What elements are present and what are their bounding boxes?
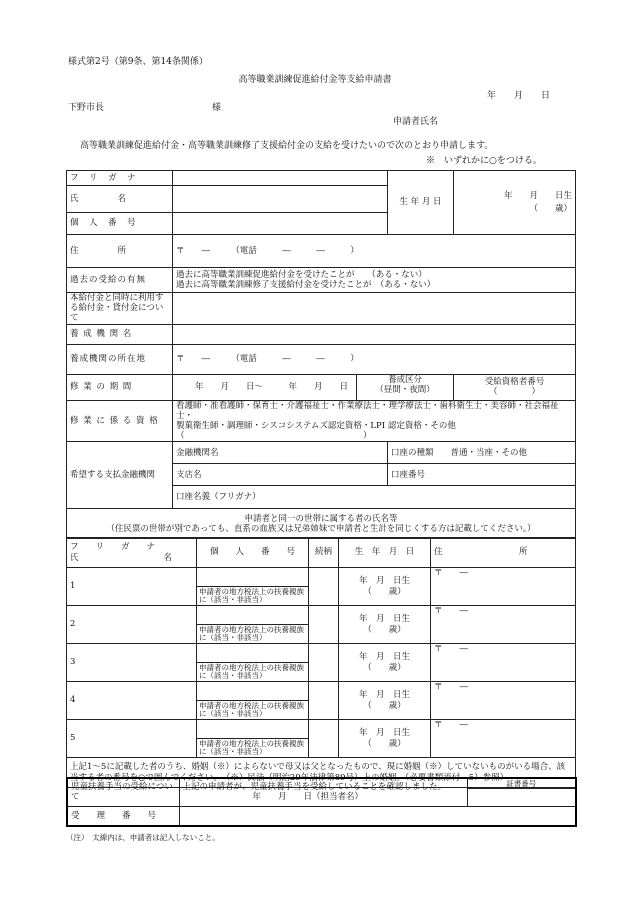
member-relation-1[interactable] [309, 568, 339, 606]
member-birth-date-5: 年 月 日生 [358, 728, 410, 739]
qualification-line-2: 製菓衛生師・調理師・シスコシステムズ認定資格・LPI 認定資格・その他 [176, 420, 456, 431]
member-mynumber-2[interactable] [197, 606, 309, 644]
qualification-number-label: 受給資格者番号 [484, 376, 545, 387]
qualification-number-value: （ ） [488, 387, 540, 398]
application-table [66, 170, 576, 539]
member-address-4[interactable]: 〒 ― [431, 682, 576, 720]
receipt-number-field[interactable] [179, 806, 576, 826]
branch-field[interactable]: 支店名 [173, 464, 388, 486]
household-title: 申請者と同一の世帯に属する者の氏名等 [244, 513, 398, 524]
qualification-number-cell[interactable] [454, 374, 576, 400]
member-birth-date-1: 年 月 日生 [358, 576, 410, 587]
qualification-label: 修 業 に 係 る 資 格 [67, 400, 173, 442]
member-birth-date-2: 年 月 日生 [358, 614, 410, 625]
study-period-cell [173, 374, 454, 400]
member-relation-4[interactable] [309, 682, 339, 720]
member-dependent-3: 申請者の地方税法上の扶養親族に（該当・非該当） [197, 662, 308, 682]
member-address-5[interactable]: 〒 ― [431, 720, 576, 758]
address-field[interactable]: 〒 ― （電話 ― ― ） [173, 235, 576, 268]
past-receipt-line-1: 過去に高等職業訓練促進給付金を受けたことが （ある・ない） [176, 269, 427, 280]
qualification-line-3: （ ） [176, 431, 372, 442]
member-birth-date-3: 年 月 日生 [358, 652, 410, 663]
qualification-field[interactable] [173, 400, 576, 442]
member-mynumber-1[interactable] [197, 568, 309, 606]
school-address-label: 養成機関の所在地 [67, 344, 173, 374]
concurrent-benefit-label: 本給付金と同時に利用する給付金・貸付金について [67, 293, 173, 325]
member-relation-3[interactable] [309, 644, 339, 682]
past-receipt-label: 過去の受給の有無 [67, 268, 173, 293]
member-birth-4[interactable] [339, 682, 431, 720]
member-dependent-1: 申請者の地方税法上の扶養親族に（該当・非該当） [197, 586, 308, 606]
furigana-field[interactable] [173, 171, 388, 186]
cert-number-label: 証書番号 [468, 779, 576, 789]
member-mynumber-4[interactable] [197, 682, 309, 720]
member-name-2[interactable]: 2 [67, 606, 197, 644]
form-number: 様式第2号（第9条、第14条関係） [68, 57, 208, 67]
member-age-2: （ 歳） [363, 624, 406, 635]
furigana-label: フ リ ガ ナ [67, 171, 173, 186]
allowance-confirm-cell[interactable] [179, 778, 467, 806]
member-name-5[interactable]: 5 [67, 720, 197, 758]
cert-number-cell[interactable] [467, 778, 576, 806]
birthdate-value: 年 月 日生 [503, 190, 572, 201]
member-address-3[interactable]: 〒 ― [431, 644, 576, 682]
mynumber-field[interactable] [173, 213, 388, 235]
household-address-header: 住 所 [431, 538, 576, 568]
member-name-1[interactable]: 1 [67, 568, 197, 606]
member-relation-5[interactable] [309, 720, 339, 758]
bank-name-field[interactable]: 金融機関名 [173, 442, 388, 464]
address-label: 住 所 [67, 235, 173, 268]
school-address-field[interactable]: 〒 ― （電話 ― ― ） [173, 344, 576, 374]
household-mynumber-header: 個 人 番 号 [197, 538, 309, 568]
birthdate-field[interactable] [454, 171, 576, 235]
study-period-label: 修 業 の 期 間 [67, 374, 173, 400]
qualification-line-1: 看護師・准看護師・保育士・介護福祉士・作業療法士・理学療法士・歯科衛生士・美容師・社会福祉士・ [176, 400, 559, 421]
member-birth-date-4: 年 月 日生 [358, 690, 410, 701]
bottom-note: （注） 太線内は、申請者は記入しないこと。 [66, 833, 220, 842]
household-name-header [67, 538, 197, 568]
account-type-field[interactable]: 口座の種類 普通・当座・その他 [388, 442, 576, 464]
member-age-1: （ 歳） [363, 586, 406, 597]
member-age-5: （ 歳） [363, 738, 406, 749]
member-address-2[interactable]: 〒 ― [431, 606, 576, 644]
household-furigana-header: フ リ ガ ナ [70, 542, 156, 553]
mynumber-label: 個 人 番 号 [67, 213, 173, 235]
member-birth-5[interactable] [339, 720, 431, 758]
bank-label: 希望する支払金融機関 [67, 442, 173, 509]
household-title-cell [67, 509, 576, 539]
birthdate-label: 生 年 月 日 [388, 171, 454, 235]
member-birth-2[interactable] [339, 606, 431, 644]
member-relation-2[interactable] [309, 606, 339, 644]
allowance-label: 児童扶養手当の受給について [67, 778, 179, 806]
member-name-3[interactable]: 3 [67, 644, 197, 682]
division-value: （昼間・夜間） [375, 384, 435, 395]
concurrent-benefit-field[interactable] [173, 293, 576, 325]
household-subtitle: （住民票の世帯が別であっても、直系の血族又は兄弟姉妹で申請者と生計を同じくする方は記載してください。） [106, 523, 536, 534]
division-label: 養成区分 [387, 374, 422, 385]
household-footnote: 上記1～5に記載した者のうち、婚姻（※）によらないで母又は父となったもので、現に婚姻（※）していないものがいる場合、該当する者の番号を○で囲んでください。 （※）民法（明治29年法律第89号）上の婚姻。（必要書類添付 5）参照） [67, 758, 576, 788]
age-value: （ 歳） [529, 204, 572, 214]
form-title: 高等職業訓練促進給付金等支給申請書 [238, 75, 392, 85]
addressee: 下野市長 [68, 103, 105, 113]
member-dependent-5: 申請者の地方税法上の扶養親族に（該当・非該当） [197, 738, 308, 758]
member-age-4: （ 歳） [363, 700, 406, 711]
intro-text: 高等職業訓練促進給付金・高等職業訓練修了支援給付金の支給を受けたいので次のとおり申請します。 [80, 141, 494, 151]
member-dependent-2: 申請者の地方税法上の扶養親族に（該当・非該当） [197, 624, 308, 644]
applicant-name-label: 申請者氏名 [393, 117, 439, 127]
household-table [66, 537, 576, 788]
member-name-4[interactable]: 4 [67, 682, 197, 720]
household-birth-header: 生 年 月 日 [339, 538, 431, 568]
account-holder-field[interactable]: 口座名義（フリガナ） [173, 486, 576, 509]
submission-date: 年 月 日 [487, 91, 551, 101]
study-period-field[interactable]: 年 月 日～ 年 月 日 [195, 381, 349, 392]
account-number-field[interactable]: 口座番号 [388, 464, 576, 486]
receipt-number-label: 受 理 番 号 [67, 806, 179, 826]
division-cell[interactable] [356, 375, 453, 400]
past-receipt-line-2: 過去に高等職業訓練修了支援給付金を受けたことが （ある・ない） [176, 280, 436, 290]
past-receipt-field[interactable] [173, 268, 576, 293]
allowance-confirm-text: 上記の申請者が、児童扶養手当を受給していることを確認しました。 [182, 782, 447, 793]
member-mynumber-5[interactable] [197, 720, 309, 758]
allowance-confirm-date: 年 月 日（担当者名） [252, 792, 364, 803]
school-name-label: 養 成 機 関 名 [67, 324, 173, 344]
household-relation-header: 続柄 [309, 538, 339, 568]
name-field[interactable] [173, 186, 388, 213]
member-birth-1[interactable] [339, 568, 431, 606]
name-label: 氏 名 [67, 186, 173, 213]
member-birth-3[interactable] [339, 644, 431, 682]
official-use-table [66, 777, 577, 827]
member-age-3: （ 歳） [363, 662, 406, 673]
member-dependent-4: 申請者の地方税法上の扶養親族に（該当・非該当） [197, 700, 308, 720]
member-mynumber-3[interactable] [197, 644, 309, 682]
school-name-field[interactable] [173, 324, 576, 344]
addressee-honorific: 様 [212, 103, 222, 113]
circle-note: ※ いずれかに○をつける。 [426, 156, 542, 166]
household-name-header-text: 氏 名 [70, 552, 173, 563]
member-address-1[interactable]: 〒 ― [431, 568, 576, 606]
